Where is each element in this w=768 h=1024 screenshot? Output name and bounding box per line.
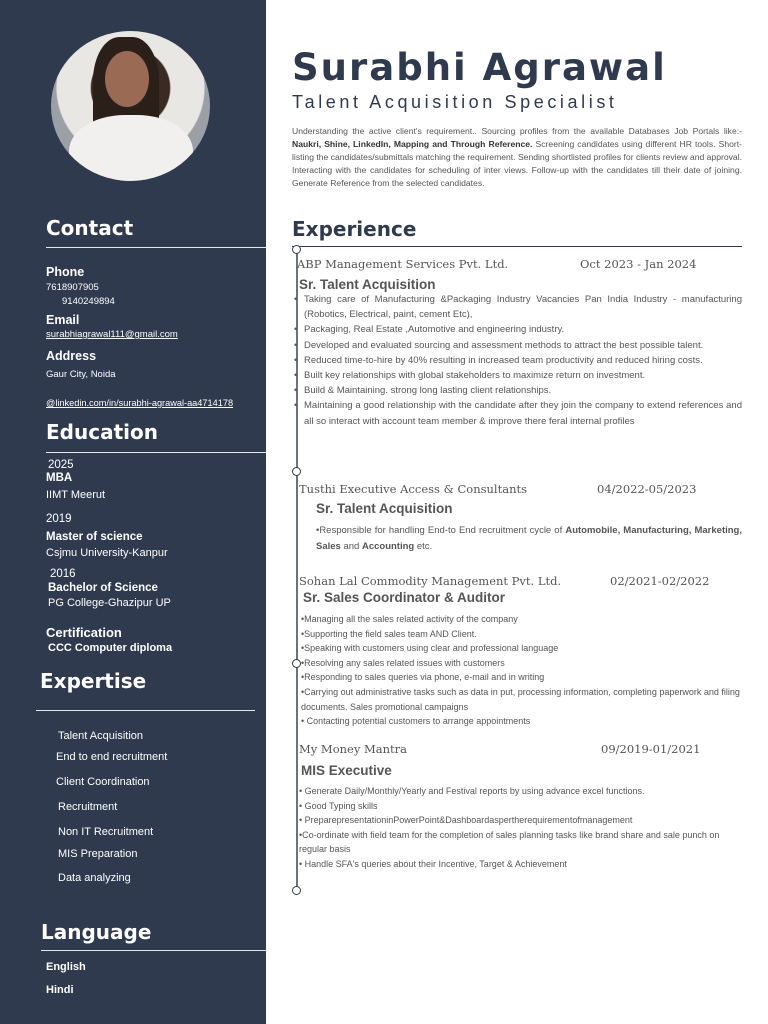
profile-summary: [292, 125, 742, 190]
list-item: • Generate Daily/Monthly/Yearly and Festival reports by using advance excel functions.: [299, 786, 645, 796]
certification-label: Certification: [46, 625, 122, 640]
list-item: • PreparepresentationinPowerPoint&Dashboardaspertherequirementofmanagement: [299, 815, 633, 826]
language-item: Hindi: [46, 984, 74, 996]
desc-text: etc.: [414, 540, 433, 552]
job-role: Sr. Talent Acquisition: [316, 501, 453, 516]
list-item: • Good Typing skills: [299, 800, 378, 811]
address-value: Gaur City, Noida: [46, 369, 116, 380]
phone-1: 7618907905: [46, 282, 99, 293]
education-divider: [46, 452, 266, 453]
edu-degree-3: Bachelor of Science: [48, 582, 158, 594]
job-dates: 09/2019-01/2021: [601, 742, 701, 756]
language-divider: [41, 950, 266, 951]
language-heading: Language: [41, 920, 152, 944]
person-name: Surabhi Agrawal: [292, 46, 667, 89]
education-heading: Education: [46, 420, 158, 444]
email-link[interactable]: surabhiagrawal111@gmail.com: [46, 329, 178, 340]
sidebar: [0, 0, 266, 1024]
job-company: ABP Management Services Pvt. Ltd.: [297, 257, 509, 271]
job-dates: Oct 2023 - Jan 2024: [580, 257, 697, 271]
expertise-item: Talent Acquisition: [58, 730, 143, 742]
job-title: Talent Acquisition Specialist: [292, 92, 618, 112]
list-item: • Maintaining a good relationship with the candidate after they join the company to extend references and all so interact with account team member & improve there feral internal profiles: [294, 398, 742, 428]
list-item: •Speaking with customers using clear and professional language: [301, 643, 559, 654]
edu-year-2: 2019: [46, 513, 72, 525]
edu-school-3: PG College-Ghazipur UP: [48, 597, 171, 609]
edu-degree-2: Master of science: [46, 531, 143, 543]
job-description: [316, 523, 742, 554]
desc-bold: Automobile, Manufacturing, Marketing, Sales: [316, 525, 742, 552]
certification-value: CCC Computer diploma: [48, 642, 173, 654]
list-item: • Contacting potential customers to arrange appointments: [301, 716, 531, 727]
expertise-item: MIS Preparation: [58, 848, 138, 860]
timeline-dot: [292, 659, 301, 668]
list-item: • Taking care of Manufacturing &Packaging Industry Vacancies Pan India Industry - manufacturing (Robotics, Electrical, paint, cement Etc),: [294, 292, 742, 322]
list-item: •Carrying out administrative tasks such as data in put, processing information, completing paperwork and filing documents. Sales promotional campaigns: [301, 686, 740, 712]
list-item: • Build & Maintaining. strong long lasting client relationships.: [294, 383, 742, 398]
desc-text: and: [340, 540, 362, 552]
expertise-item: End to end recruitment: [56, 751, 168, 763]
list-item: • Built key relationships with global stakeholders to maximize return on investment.: [294, 368, 742, 383]
job-bullets: [299, 784, 742, 872]
summary-bold: Naukri, Shine, LinkedIn, Mapping and Through Reference.: [292, 139, 533, 149]
list-item: • Reduced time-to-hire by 40% resulting in increased team productivity and reduced hiring costs.: [294, 353, 742, 368]
edu-school-1: IIMT Meerut: [46, 489, 106, 501]
edu-school-2: Csjmu University-Kanpur: [46, 547, 168, 559]
job-company: Tusthi Executive Access & Consultants: [299, 482, 527, 496]
job-company: My Money Mantra: [299, 742, 408, 756]
list-item: •Managing all the sales related activity of the company: [301, 614, 518, 624]
expertise-divider: [36, 710, 255, 711]
phone-2: 9140249894: [62, 296, 115, 307]
contact-divider: [46, 247, 266, 248]
list-item: •Supporting the field sales team AND Client.: [301, 628, 477, 639]
desc-bold: Accounting: [361, 540, 415, 552]
list-item: •Co-ordinate with field team for the completion of sales planning tasks like brand share and sale punch on regular basis: [299, 829, 720, 855]
job-dates: 02/2021-02/2022: [610, 574, 710, 588]
timeline-dot: [292, 467, 301, 476]
job-dates: 04/2022-05/2023: [597, 482, 697, 496]
job-bullets: [301, 612, 742, 729]
job-bullets: [294, 292, 742, 429]
list-item: •Resolving any sales related issues with customers: [301, 657, 505, 668]
summary-text: Understanding the active client's requirement.. Sourcing profiles from the available Databases Job Portals like:-: [292, 126, 742, 136]
list-item: •Responding to sales queries via phone, e-mail and in writing: [301, 672, 545, 683]
email-label: Email: [46, 313, 80, 327]
job-role: Sr. Talent Acquisition: [299, 277, 436, 292]
list-item: • Developed and evaluated sourcing and assessment methods to attract the best possible talent.: [294, 338, 742, 353]
list-item: • Handle SFA's queries about their Incentive, Target & Achievement: [299, 858, 567, 869]
contact-heading: Contact: [46, 216, 134, 240]
language-item: English: [46, 961, 86, 973]
timeline-dot: [292, 245, 301, 254]
summary-text: Screening candidates using different HR tools. Short-listing the candidates/submittals matching the requirement. Sending shortlisted profiles for clients review and approval. Interacting with the candidates for scheduling of inter views. Follow-up with the candidates till their date of joining. Generate Reference from the selected candidates.: [292, 139, 742, 188]
timeline-dot: [292, 886, 301, 895]
job-role: Sr. Sales Coordinator & Auditor: [303, 590, 506, 605]
expertise-item: Client Coordination: [56, 776, 150, 788]
address-label: Address: [46, 349, 97, 363]
edu-degree-1: MBA: [46, 472, 73, 484]
desc-text: •Responsible for handling End-to End recruitment cycle of: [316, 525, 566, 536]
expertise-item: Recruitment: [58, 801, 118, 813]
expertise-item: Data analyzing: [58, 872, 131, 884]
experience-divider: [292, 246, 742, 247]
edu-year-3: 2016: [50, 568, 76, 580]
edu-year-1: 2025: [48, 459, 74, 471]
linkedin-link[interactable]: @linkedin.com/in/surabhi-agrawal-aa4714178: [46, 398, 234, 408]
expertise-item: Non IT Recruitment: [58, 826, 154, 838]
list-item: • Packaging, Real Estate ,Automotive and engineering industry.: [294, 322, 742, 337]
experience-heading: Experience: [292, 217, 417, 241]
job-company: Sohan Lal Commodity Management Pvt. Ltd.: [299, 574, 562, 588]
profile-photo: [51, 31, 210, 181]
expertise-heading: Expertise: [40, 669, 147, 693]
phone-label: Phone: [46, 265, 85, 279]
job-role: MIS Executive: [301, 763, 392, 778]
